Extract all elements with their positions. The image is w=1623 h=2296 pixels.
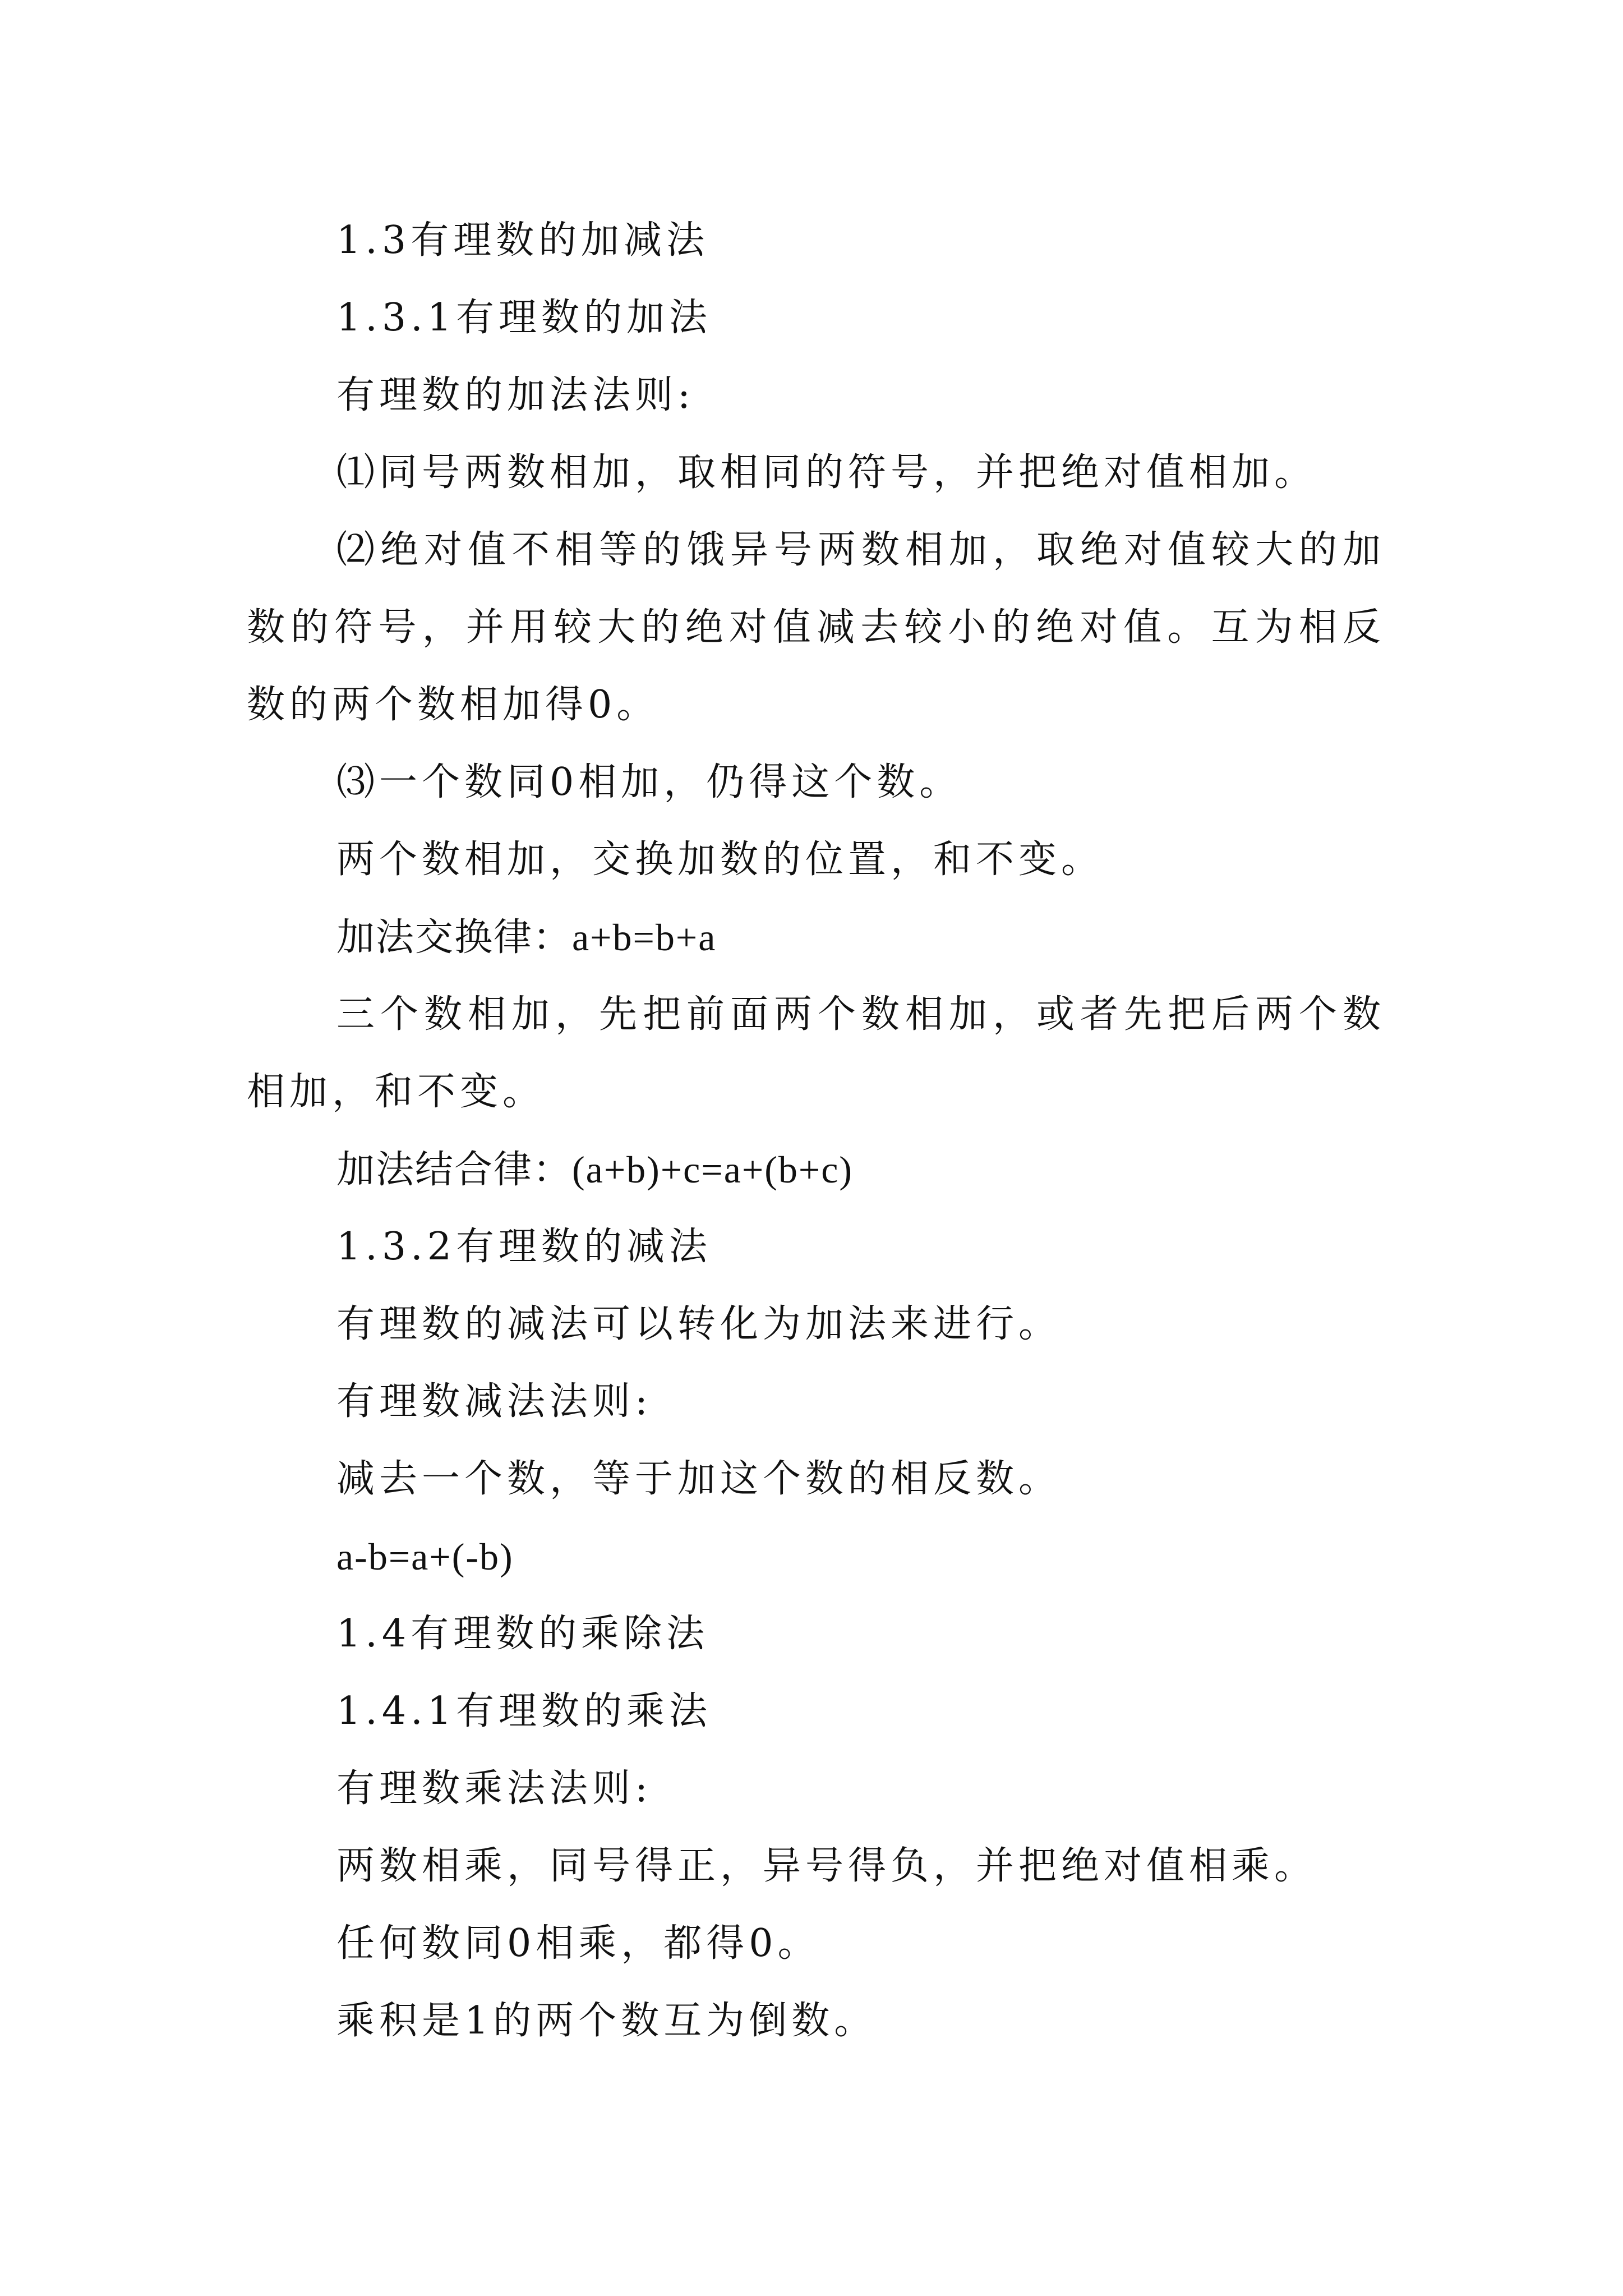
document-body xyxy=(247,202,1385,2060)
associative-description: 三个数相加，先把前面两个数相加，或者先把后两个数相加，和不变。 xyxy=(247,992,1385,1114)
multiplication-rule-title: 有理数乘法法则: xyxy=(336,1766,652,1811)
subtraction-rule-title: 有理数减法法则: xyxy=(336,1379,652,1424)
subsection-heading-1-4-1: 1.4.1有理数的乘法 xyxy=(336,1689,712,1733)
addition-rule-title: 有理数的加法法则: xyxy=(336,373,695,417)
reciprocal-definition: 乘积是1的两个数互为倒数。 xyxy=(336,1999,877,2043)
addition-rule-2: ⑵绝对值不相等的饿异号两数相加，取绝对值较大的加数的符号，并用较大的绝对值减去较小的绝对值。互为相反数的两个数相加得0。 xyxy=(247,528,1385,727)
commutative-law: 加法交换律：a+b=b+a xyxy=(336,916,717,959)
subsection-heading-1-3-2: 1.3.2有理数的减法 xyxy=(336,1225,712,1269)
associative-law: 加法结合律：(a+b)+c=a+(b+c) xyxy=(336,1148,854,1191)
subsection-heading-1-3-1: 1.3.1有理数的加法 xyxy=(336,296,712,340)
subtraction-rule: 减去一个数，等于加这个数的相反数。 xyxy=(336,1457,1062,1501)
addition-rule-1: ⑴同号两数相加，取相同的符号，并把绝对值相加。 xyxy=(336,450,1317,495)
subtraction-intro: 有理数的减法可以转化为加法来进行。 xyxy=(336,1302,1062,1346)
section-heading-1-3: 1.3有理数的加减法 xyxy=(336,218,709,263)
multiplication-rule-1: 两数相乘，同号得正，异号得负，并把绝对值相乘。 xyxy=(336,1844,1317,1888)
addition-rule-3: ⑶一个数同0相加，仍得这个数。 xyxy=(336,760,962,804)
multiplication-rule-2: 任何数同0相乘，都得0。 xyxy=(336,1921,820,1966)
section-heading-1-4: 1.4有理数的乘除法 xyxy=(336,1612,709,1656)
subtraction-formula: a-b=a+(-b) xyxy=(336,1535,514,1578)
commutative-description: 两个数相加，交换加数的位置，和不变。 xyxy=(336,838,1104,882)
